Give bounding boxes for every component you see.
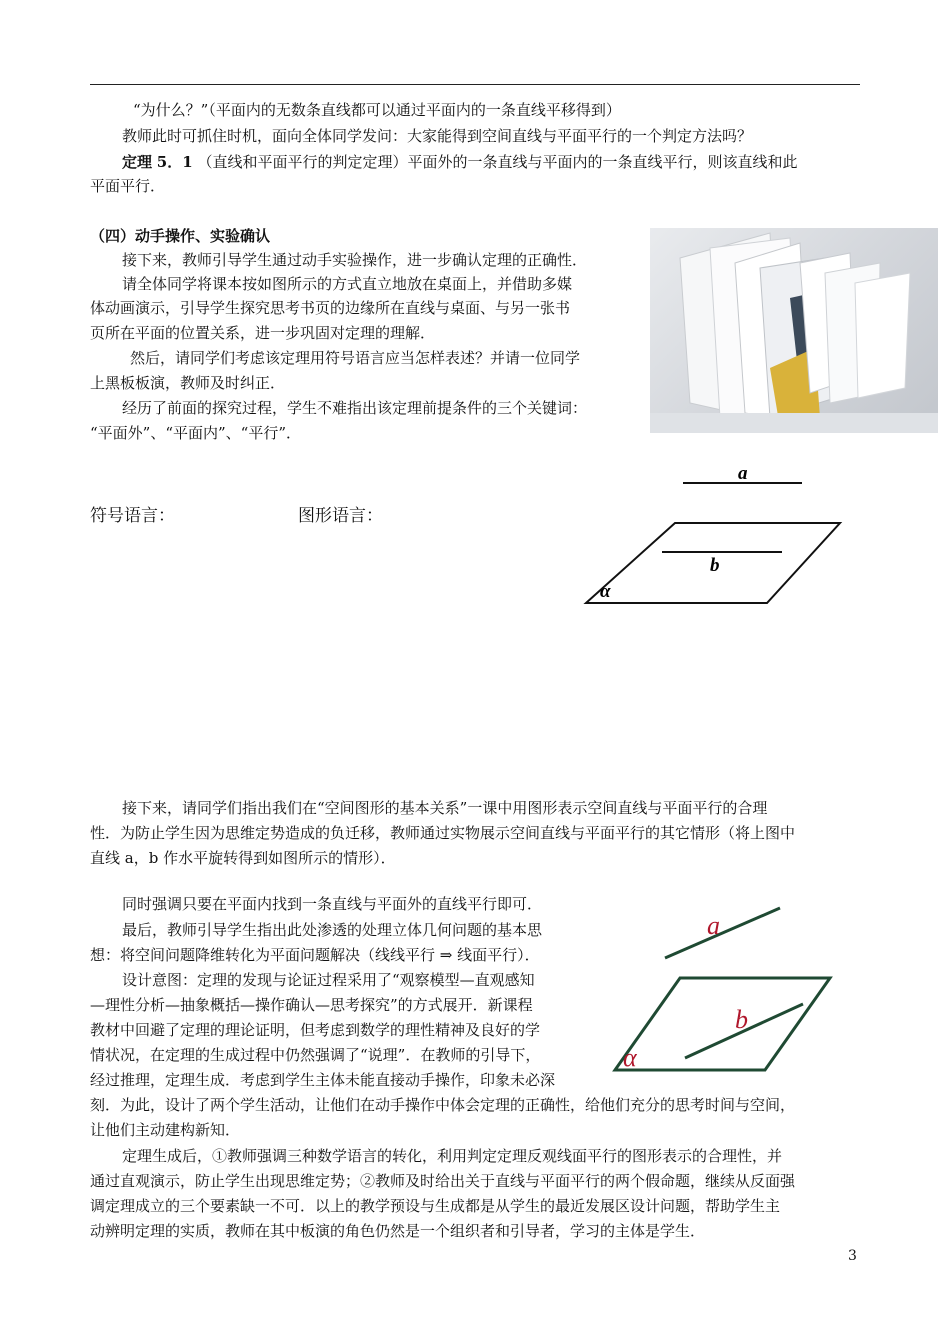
paragraph-line: 让他们主动建构新知． [90, 1121, 241, 1139]
paragraph-line: 经历了前面的探究过程，学生不难指出该定理前提条件的三个关键词： [122, 399, 588, 417]
line-b-label: b [710, 555, 720, 576]
symbol-language-label: 符号语言： [90, 506, 175, 526]
book-photo-image [650, 228, 938, 433]
paragraph-line: 教材中回避了定理的理论证明，但考虑到数学的理性精神及良好的学 [90, 1021, 541, 1039]
theorem-number: 5．1 [156, 153, 193, 171]
header-rule [90, 84, 860, 85]
paragraph-line: “为什么？”（平面内的无数条直线都可以通过平面内的一条直线平移得到） [133, 101, 621, 119]
page-number: 3 [848, 1248, 857, 1264]
graphic-language-label: 图形语言： [298, 506, 383, 526]
paragraph-line: 体动画演示，引导学生探究思考书页的边缘所在直线与桌面、与另一张书 [90, 299, 571, 317]
paragraph-line: 经过推理，定理生成．考虑到学生主体未能直接动手操作，印象未必深 [90, 1071, 556, 1089]
paragraph-line: 设计意图：定理的发现与论证过程采用了“观察模型—直观感知 [122, 971, 535, 989]
paragraph-line: 上黑板板演，教师及时纠正． [90, 374, 286, 392]
plane-alpha-label: α [600, 581, 611, 602]
line-a [665, 908, 780, 958]
paragraph-line: 情状况，在定理的生成过程中仍然强调了“说理”．在教师的引导下， [90, 1046, 541, 1064]
paragraph-line: 页所在平面的位置关系，进一步巩固对定理的理解． [90, 324, 436, 342]
theorem-label: 定理 [122, 153, 153, 171]
line-a-label: a [738, 463, 748, 484]
theorem-line [122, 152, 797, 172]
section-heading: （四）动手操作、实验确认 [90, 227, 271, 245]
parallel-figure-1 [570, 455, 860, 615]
paragraph-line: 接下来，教师引导学生通过动手实验操作，进一步确认定理的正确性． [122, 251, 588, 269]
paragraph-line: 平面平行． [90, 177, 166, 195]
paragraph-line: 接下来，请同学们指出我们在“空间图形的基本关系”一课中用图形表示空间直线与平面平行的合理 [122, 799, 768, 817]
parallel-figure-2 [605, 898, 850, 1078]
paragraph-line: 想：将空间问题降维转化为平面问题解决（线线平行 ⇒ 线面平行）． [90, 946, 540, 964]
paragraph-line: 动辨明定理的实质，教师在其中板演的角色仍然是一个组织者和引导者，学习的主体是学生． [90, 1222, 706, 1240]
paragraph-line: 直线 a，b 作水平旋转得到如图所示的情形）． [90, 849, 396, 867]
line-a-label: a [707, 911, 720, 940]
paragraph-line: —理性分析—抽象概括—操作确认—思考探究”的方式展开．新课程 [90, 996, 533, 1014]
theorem-text: （直线和平面平行的判定定理）平面外的一条直线与平面内的一条直线平行，则该直线和此 [197, 153, 798, 171]
paragraph-line: 然后，请同学们考虑该定理用符号语言应当怎样表述？并请一位同学 [130, 349, 581, 367]
plane-alpha [615, 978, 830, 1070]
paragraph-line: “平面外”、“平面内”、“平行”． [90, 424, 302, 442]
book-photo [650, 228, 938, 433]
line-b-label: b [735, 1005, 748, 1034]
paragraph-line: 调定理成立的三个要素缺一不可．以上的教学预设与生成都是从学生的最近发展区设计问题，帮助学生主 [90, 1197, 781, 1215]
paragraph-line: 定理生成后，①教师强调三种数学语言的转化，利用判定定理反观线面平行的图形表示的合理性，并 [122, 1147, 783, 1165]
paragraph-line: 教师此时可抓住时机，面向全体同学发问：大家能得到空间直线与平面平行的一个判定方法吗？ [122, 127, 753, 145]
paragraph-line: 请全体同学将课本按如图所示的方式直立地放在桌面上，并借助多媒 [122, 275, 573, 293]
paragraph-line: 通过直观演示，防止学生出现思维定势；②教师及时给出关于直线与平面平行的两个假命题，继续从反面强 [90, 1172, 796, 1190]
paragraph-line: 最后，教师引导学生指出此处渗透的处理立体几何问题的基本思 [122, 921, 543, 939]
paragraph-line: 性．为防止学生因为思维定势造成的负迁移，教师通过实物展示空间直线与平面平行的其它情形（将上图中 [90, 824, 796, 842]
paragraph-line: 刻．为此，设计了两个学生活动，让他们在动手操作中体会定理的正确性，给他们充分的思考时间与空间， [90, 1096, 796, 1114]
plane-alpha-label: α [623, 1043, 637, 1072]
paragraph-line: 同时强调只要在平面内找到一条直线与平面外的直线平行即可． [122, 895, 543, 913]
